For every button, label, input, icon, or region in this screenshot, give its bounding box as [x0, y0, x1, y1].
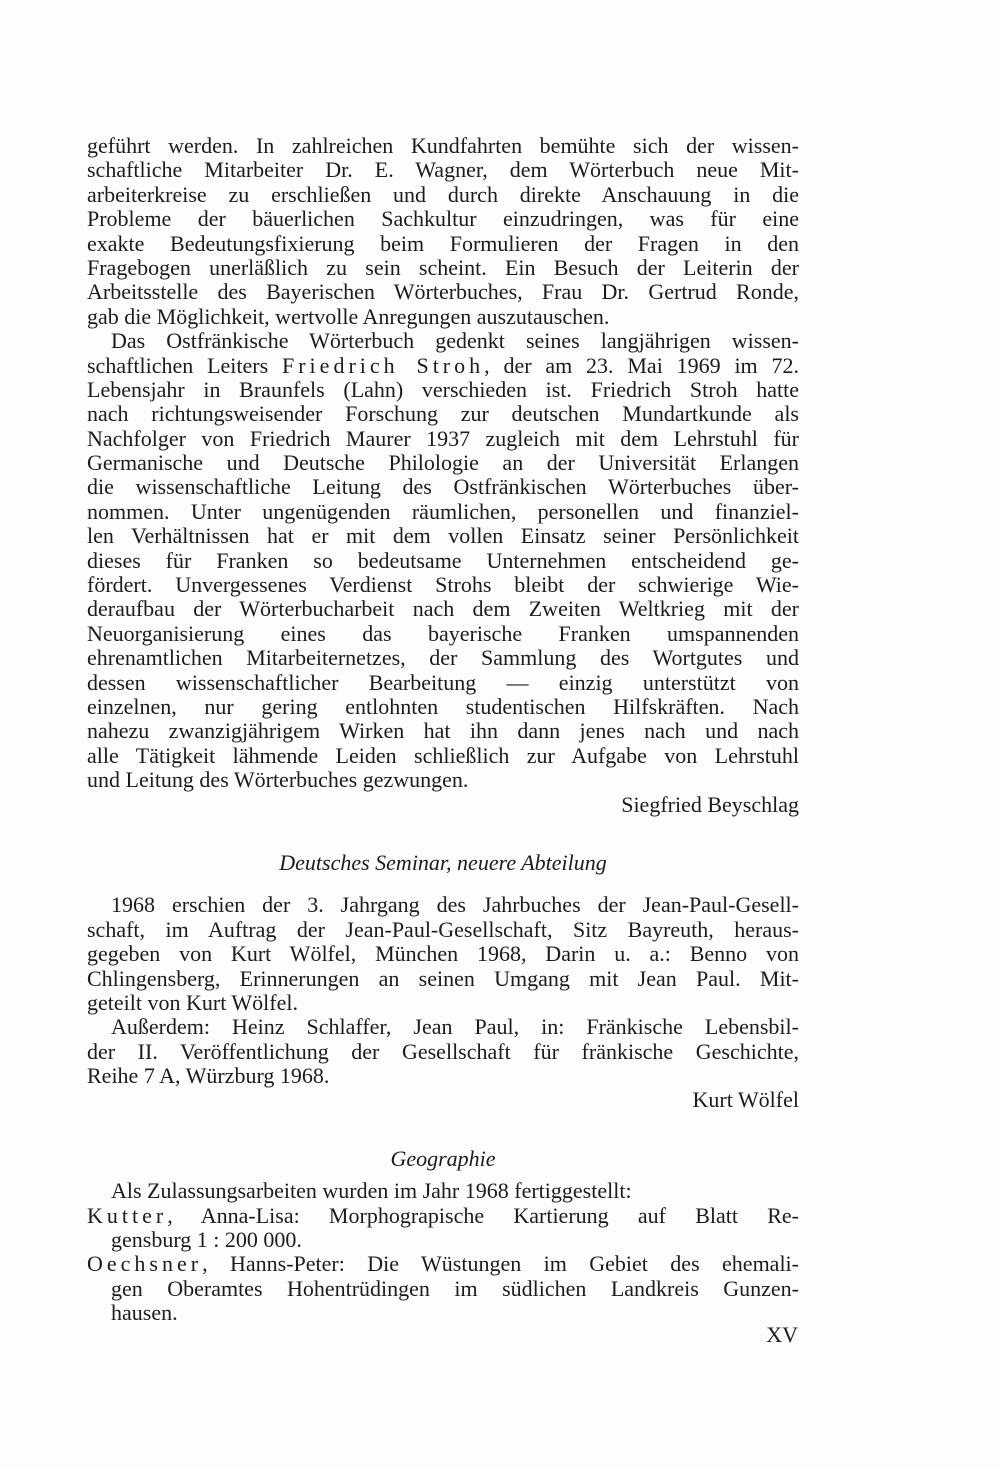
- author-name-spaced: Oechsner: [87, 1252, 203, 1277]
- text-line: arbeiterkreise zu erschließen und durch direkte Anschauung in die: [87, 182, 799, 207]
- paragraph-jean-paul: [87, 893, 799, 1015]
- text-line: 1968 erschien der 3. Jahrgang des Jahrbuches der Jean-Paul-Gesell-: [111, 893, 799, 918]
- text-line: deraufbau der Wörterbucharbeit nach dem Zweiten Weltkrieg mit der: [87, 597, 799, 622]
- text-line: Probleme der bäuerlichen Sachkultur einzudringen, was für eine: [87, 207, 799, 232]
- text-line: Chlingensberg, Erinnerungen an seinen Umgang mit Jean Paul. Mit-: [87, 966, 799, 991]
- text-line: [87, 354, 799, 378]
- text-line: Arbeitsstelle des Bayerischen Wörterbuches, Frau Dr. Gertrud Ronde,: [87, 280, 799, 305]
- text-line: [87, 1204, 799, 1228]
- section-heading-geographie: Geographie: [390, 1145, 496, 1171]
- text-line: nahezu zwanzigjährigem Wirken hat ihn dann jenes nach und nach: [87, 719, 799, 744]
- text-line: schaft, im Auftrag der Jean-Paul-Gesellschaft, Sitz Bayreuth, heraus-: [87, 917, 799, 942]
- text-line: nommen. Unter ungenügenden räumlichen, personellen und finanziel-: [87, 499, 799, 524]
- text-line: nach richtungsweisender Forschung zur deutschen Mundartkunde als: [87, 402, 799, 427]
- text-line: der II. Veröffentlichung der Gesellschaft für fränkische Geschichte,: [87, 1039, 799, 1064]
- signature-beyschlag: Siegfried Beyschlag: [621, 791, 799, 817]
- text-line: dessen wissenschaftlicher Bearbeitung — einzig unterstützt von: [87, 670, 799, 695]
- text-line: len Verhältnissen hat er mit dem vollen Einsatz seiner Persönlichkeit: [87, 524, 799, 549]
- text-line: und Leitung des Wörterbuches gezwungen.: [87, 768, 469, 793]
- text-fragment: , Hanns-Peter: Die Wüstungen im Gebiet des ehemali-: [202, 1252, 799, 1277]
- text-line: geführt werden. In zahlreichen Kundfahrten bemühte sich der wissen-: [87, 134, 799, 158]
- text-line: hausen.: [111, 1301, 178, 1326]
- text-line: fördert. Unvergessenes Verdienst Strohs bleibt der schwierige Wie-: [87, 573, 799, 598]
- text-line: ehrenamtlichen Mitarbeiternetzes, der Sammlung des Wortgutes und: [87, 646, 799, 671]
- page-body: [87, 134, 799, 1326]
- text-line: Außerdem: Heinz Schlaffer, Jean Paul, in: Fränkische Lebensbil-: [111, 1015, 799, 1040]
- text-line: gab die Möglichkeit, wertvolle Anregungen auszutauschen.: [87, 304, 610, 329]
- section-heading-deutsches-seminar: Deutsches Seminar, neuere Abteilung: [279, 849, 607, 875]
- text-line: Lebensjahr in Braunfels (Lahn) verschieden ist. Friedrich Stroh hatte: [87, 377, 799, 402]
- geographie-intro: Als Zulassungsarbeiten wurden im Jahr 1968 fertiggestellt:: [111, 1179, 632, 1204]
- text-line: Nachfolger von Friedrich Maurer 1937 zugleich mit dem Lehrstuhl für: [87, 426, 799, 451]
- text-line: einzelnen, nur gering entlohnten studentischen Hilfskräften. Nach: [87, 694, 799, 719]
- text-line: die wissenschaftliche Leitung des Ostfränkischen Wörterbuches über-: [87, 475, 799, 500]
- text-fragment: , Anna-Lisa: Morphograpische Kartierung auf Blatt Re-: [167, 1203, 799, 1228]
- text-line: exakte Bedeutungsfixierung beim Formulieren der Fragen in den: [87, 231, 799, 256]
- text-line: gensburg 1 : 200 000.: [111, 1228, 302, 1253]
- text-line: gegeben von Kurt Wölfel, München 1968, Darin u. a.: Benno von: [87, 942, 799, 967]
- text-line: Fragebogen unerläßlich zu sein scheint. Ein Besuch der Leiterin der: [87, 255, 799, 280]
- text-fragment: , der am 23. Mai 1969 im 72.: [484, 353, 799, 378]
- paragraph-schlaffer: [87, 1015, 799, 1088]
- text-line: schaftliche Mitarbeiter Dr. E. Wagner, dem Wörterbuch neue Mit-: [87, 158, 799, 183]
- text-fragment: schaftlichen Leiters: [87, 353, 282, 378]
- text-line: Neuorganisierung eines das bayerische Franken umspannenden: [87, 621, 799, 646]
- text-line: [87, 1252, 799, 1276]
- text-line: Reihe 7 A, Würzburg 1968.: [87, 1064, 330, 1089]
- text-line: gen Oberamtes Hohentrüdingen im südlichen Landkreis Gunzen-: [111, 1276, 799, 1301]
- signature-woelfel: Kurt Wölfel: [692, 1087, 799, 1113]
- paragraph-stroh: [87, 329, 799, 792]
- text-line: geteilt von Kurt Wölfel.: [87, 990, 298, 1015]
- page-number: XV: [766, 1322, 798, 1347]
- list-item: [87, 1252, 799, 1325]
- author-name-spaced: Kutter: [87, 1203, 168, 1228]
- list-item: [87, 1204, 799, 1253]
- text-line: dieses für Franken so bedeutsame Unternehmen entscheidend ge-: [87, 548, 799, 573]
- text-line: alle Tätigkeit lähmende Leiden schließlich zur Aufgabe von Lehrstuhl: [87, 743, 799, 768]
- text-line: Das Ostfränkische Wörterbuch gedenkt seines langjährigen wissen-: [111, 329, 799, 354]
- paragraph-wagner: [87, 134, 799, 329]
- text-line: Germanische und Deutsche Philologie an der Universität Erlangen: [87, 451, 799, 476]
- person-name-spaced: Friedrich Stroh: [282, 353, 485, 378]
